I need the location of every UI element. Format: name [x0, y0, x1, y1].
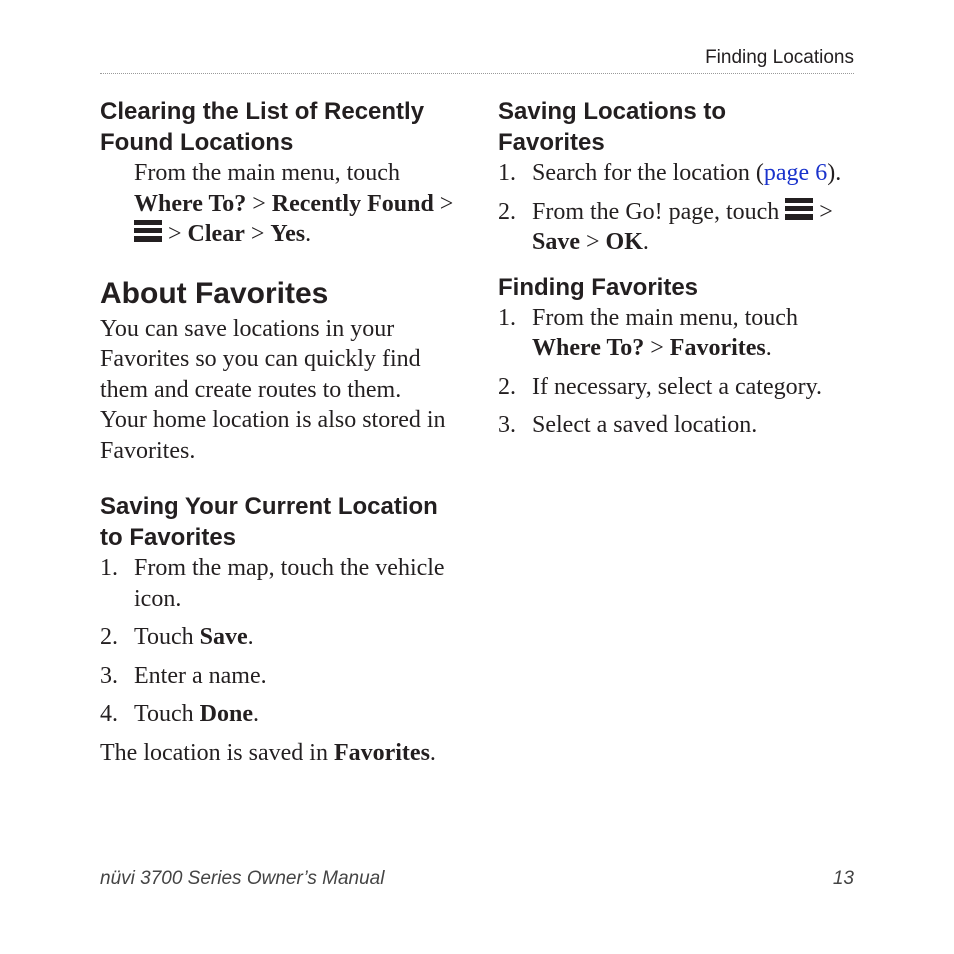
page-link[interactable]: page 6	[763, 160, 828, 186]
list-item: 2. From the Go! page, touch > Save > OK.	[498, 198, 833, 255]
list-item: 1. From the map, touch the vehicle icon.	[100, 555, 445, 612]
save-current-steps	[100, 553, 462, 730]
list-item: 2. Touch Save.	[100, 624, 254, 650]
save-locations-steps	[498, 158, 854, 258]
save-locations-heading: Saving Locations to Favorites	[498, 98, 727, 156]
running-header: Finding Locations	[705, 47, 854, 68]
list-item: 1. Search for the location (page 6).	[498, 160, 842, 186]
list-item: 3. Select a saved location.	[498, 412, 758, 438]
page-number: 13	[832, 868, 854, 889]
about-favorites-heading: About Favorites	[100, 276, 329, 310]
finding-favorites-steps	[498, 303, 854, 441]
left-column	[100, 96, 462, 768]
save-current-heading: Saving Your Current Location to Favorites	[100, 493, 438, 551]
menu-icon	[785, 198, 813, 220]
saved-note: The location is saved in Favorites.	[100, 739, 436, 766]
clear-recent-text: From the main menu, touch Where To? > Recently Found > > Clear > Yes.	[134, 160, 454, 247]
list-item: 2. If necessary, select a category.	[498, 373, 823, 400]
menu-icon	[134, 220, 162, 242]
finding-favorites-heading: Finding Favorites	[498, 273, 699, 301]
about-favorites-text: You can save locations in your Favorites so you can quickly find them and create routes to them. Your home location is also stored in Favorites.	[100, 315, 446, 464]
list-item: 1. From the main menu, touch Where To? > Favorites.	[498, 304, 798, 361]
clear-recent-heading: Clearing the List of Recently Found Locations	[100, 98, 425, 156]
list-item: 3. Enter a name.	[100, 662, 267, 689]
list-item: 4. Touch Done.	[100, 701, 259, 727]
footer-manual-title: nüvi 3700 Series Owner’s Manual	[100, 868, 385, 889]
right-column	[498, 96, 854, 441]
header-divider	[100, 73, 854, 74]
